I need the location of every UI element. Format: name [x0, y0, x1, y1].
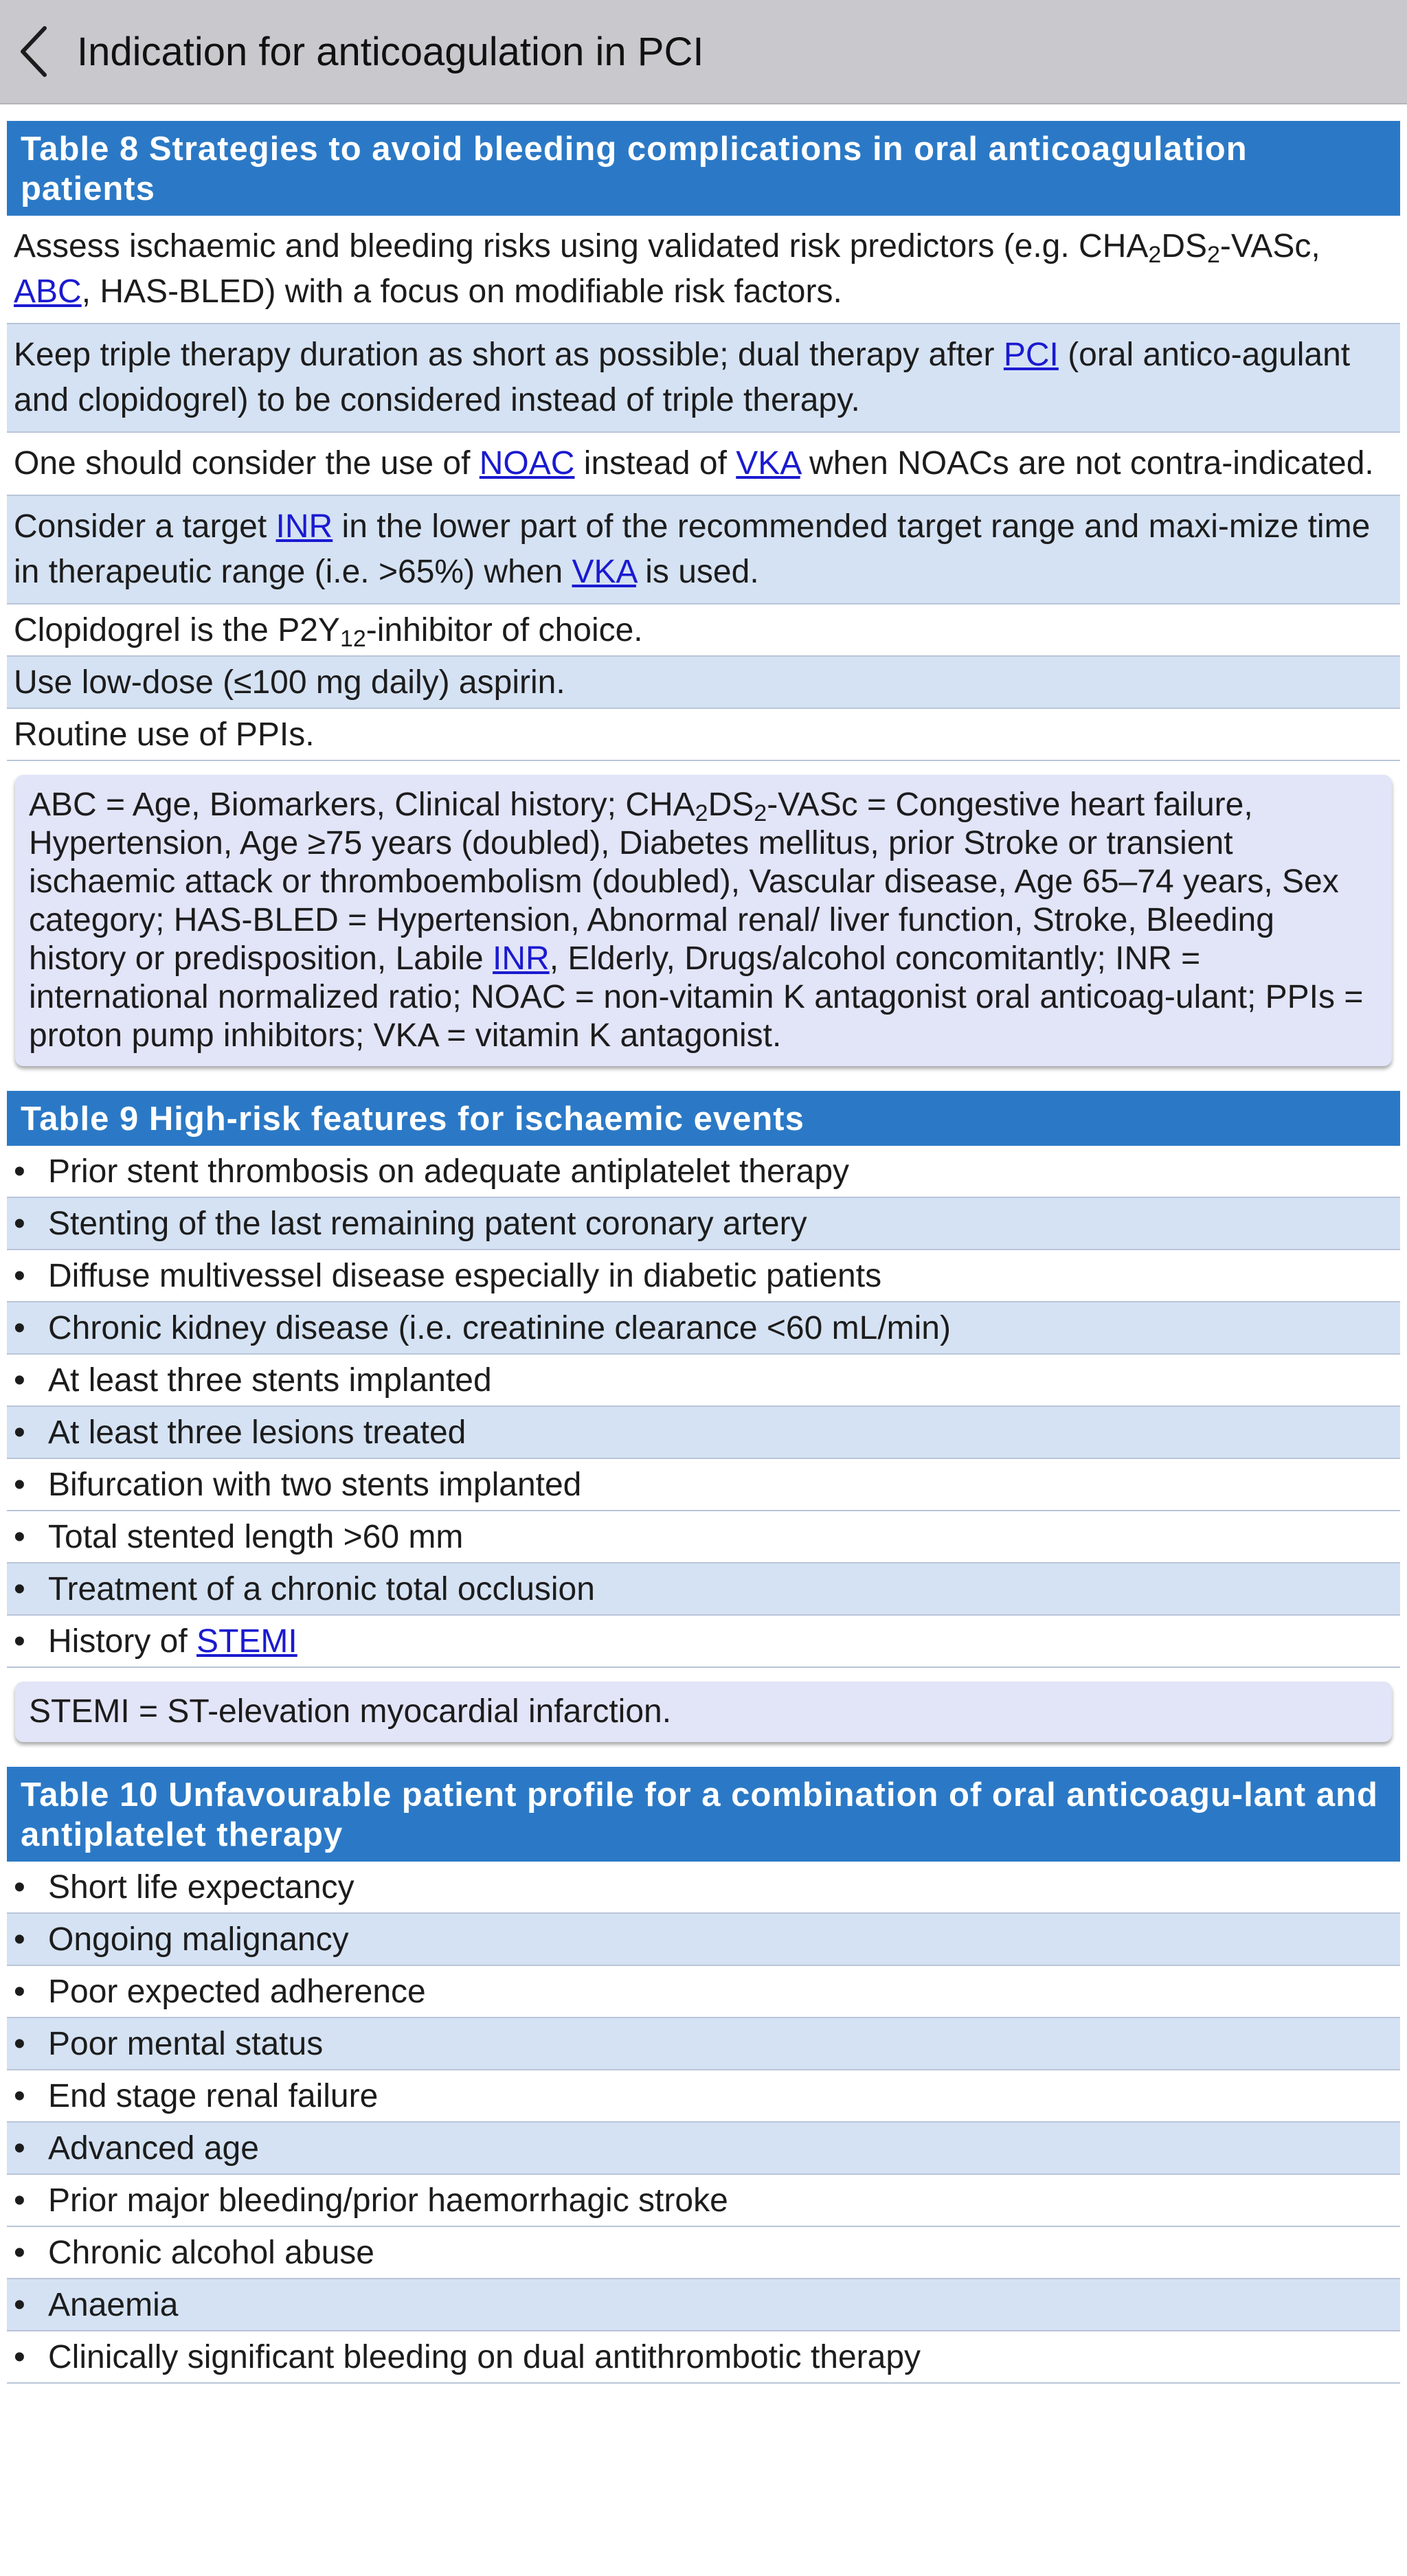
bullet: • [14, 2130, 25, 2167]
bullet: • [14, 1258, 25, 1294]
row-text: Prior major bleeding/prior haemorrhagic stroke [48, 2182, 728, 2219]
table10-row [7, 2279, 1400, 2331]
subscript: 2 [1148, 242, 1162, 268]
row-text: , HAS-BLED) with a focus on modifiable risk factors. [81, 273, 842, 310]
table9-row [7, 1616, 1400, 1668]
bullet: • [14, 1974, 25, 2010]
bullet: • [14, 2026, 25, 2062]
table10-row [7, 1914, 1400, 1966]
navigation-bar [0, 0, 1407, 104]
table9-row [7, 1407, 1400, 1459]
row-text: At least three lesions treated [48, 1414, 466, 1451]
subscript: 12 [339, 626, 366, 652]
row-text: Ongoing malignancy [48, 1921, 349, 1958]
row-text: Routine use of PPIs. [14, 716, 315, 753]
abc-link[interactable]: ABC [14, 273, 82, 310]
row-text: At least three stents implanted [48, 1362, 492, 1399]
table9-row [7, 1563, 1400, 1616]
table10-row [7, 2123, 1400, 2175]
page-title: Indication for anticoagulation in PCI [77, 29, 704, 74]
row-text: instead of [574, 445, 736, 482]
bullet: • [14, 1519, 25, 1555]
footnote-text: , Elderly, Drugs/alcohol concomitantly; INR = international normalized ratio; NOAC = non-vitamin K antagonist oral anticoag-ulant; PPIs = proton pump inhibitors; VKA = vitamin K antagonist. [29, 940, 1364, 1054]
row-text: Short life expectancy [48, 1869, 354, 1906]
row-text: History of [48, 1623, 197, 1660]
bullet: • [14, 2235, 25, 2271]
table9-row [7, 1146, 1400, 1198]
stemi-link[interactable]: STEMI [196, 1623, 297, 1660]
row-text: Advanced age [48, 2130, 259, 2167]
row-text: Assess ischaemic and bleeding risks using validated risk predictors (e.g. CHA [14, 228, 1149, 264]
vka-link[interactable]: VKA [736, 445, 800, 482]
bullet: • [14, 2287, 25, 2323]
bullet: • [14, 1153, 25, 1190]
row-text: Consider a target [14, 508, 276, 545]
row-text: One should consider the use of [14, 445, 480, 482]
footnote-text: -VASc = Congestive heart failure, Hypertension, Age ≥75 years (doubled), Diabetes mellitus, prior Stroke or transient ischaemic attack or thromboembolism (doubled), Vascular disease, Age 65–74 years, Sex category; HAS-BLED = Hypertension, Abnormal renal/ liver function, Stroke, Bleeding history or predisposition, Labile [29, 787, 1339, 977]
subscript: 2 [695, 800, 708, 826]
chevron-left-icon [17, 24, 52, 79]
row-text: Chronic kidney disease (i.e. creatinine clearance <60 mL/min) [48, 1310, 951, 1346]
row-text: in the lower part of the recommended target range and maxi-mize time in therapeutic range (i.e. >65%) when [14, 508, 1371, 590]
vka-link[interactable]: VKA [572, 554, 636, 590]
bullet: • [14, 1921, 25, 1958]
row-text: Use low-dose (≤100 mg daily) aspirin. [14, 664, 565, 701]
subscript: 2 [1207, 242, 1220, 268]
table9-footnote: STEMI = ST-elevation myocardial infarction. [15, 1682, 1392, 1742]
inr-link[interactable]: INR [493, 940, 550, 977]
table10-row [7, 2070, 1400, 2123]
table8-footnote [15, 775, 1392, 1066]
table8-row-4 [7, 496, 1400, 605]
table9-row [7, 1302, 1400, 1355]
back-button[interactable] [0, 0, 69, 103]
row-text: DS [1161, 228, 1207, 264]
table10-row [7, 2331, 1400, 2384]
table9-title: Table 9 High-risk features for ischaemic events [7, 1091, 1400, 1146]
table8-row-6 [7, 657, 1400, 709]
row-text: Prior stent thrombosis on adequate antiplatelet therapy [48, 1153, 850, 1190]
table10-row [7, 1966, 1400, 2018]
table8-row-5 [7, 605, 1400, 657]
row-text: Chronic alcohol abuse [48, 2235, 374, 2271]
bullet: • [14, 1869, 25, 1906]
table9-row [7, 1198, 1400, 1250]
table8-row-3 [7, 433, 1400, 496]
table8-row-1 [7, 216, 1400, 324]
row-text: End stage renal failure [48, 2078, 379, 2114]
noac-link[interactable]: NOAC [479, 445, 575, 482]
row-text: (oral antico-agulant and clopidogrel) to be considered instead of triple therapy. [14, 337, 1351, 418]
table9-row [7, 1250, 1400, 1302]
bullet: • [14, 2182, 25, 2219]
row-text: Diffuse multivessel disease especially in diabetic patients [48, 1258, 882, 1294]
subscript: 2 [754, 800, 767, 826]
table10-row [7, 1862, 1400, 1914]
footnote-text: ABC = Age, Biomarkers, Clinical history; CHA [29, 787, 695, 823]
table8-row-7 [7, 709, 1400, 761]
content-scroll-area[interactable] [0, 104, 1407, 2384]
table9-row [7, 1355, 1400, 1407]
table10-row [7, 2175, 1400, 2227]
row-text: -VASc, [1219, 228, 1320, 264]
row-text: Bifurcation with two stents implanted [48, 1467, 582, 1503]
table8-title: Table 8 Strategies to avoid bleeding complications in oral anticoagulation patients [7, 121, 1400, 216]
row-text: when NOACs are not contra-indicated. [800, 445, 1374, 482]
bullet: • [14, 1414, 25, 1451]
row-text: Anaemia [48, 2287, 179, 2323]
bullet: • [14, 1623, 25, 1660]
bullet: • [14, 1310, 25, 1346]
bullet: • [14, 1467, 25, 1503]
row-text: Treatment of a chronic total occlusion [48, 1571, 595, 1607]
row-text: Poor mental status [48, 2026, 324, 2062]
row-text: -inhibitor of choice. [365, 612, 643, 648]
row-text: Poor expected adherence [48, 1974, 426, 2010]
table9-row [7, 1459, 1400, 1511]
bullet: • [14, 1362, 25, 1399]
table9-row [7, 1511, 1400, 1563]
table8-row-2 [7, 324, 1400, 433]
bullet: • [14, 2339, 25, 2375]
bullet: • [14, 1206, 25, 1242]
row-text: Clinically significant bleeding on dual antithrombotic therapy [48, 2339, 921, 2375]
row-text: Clopidogrel is the P2Y [14, 612, 340, 648]
footnote-text: DS [708, 787, 754, 823]
row-text: Keep triple therapy duration as short as possible; dual therapy after [14, 337, 1004, 373]
bullet: • [14, 2078, 25, 2114]
inr-link[interactable]: INR [275, 508, 333, 545]
table10-title: Table 10 Unfavourable patient profile for a combination of oral anticoagu-lant and antiplatelet therapy [7, 1767, 1400, 1862]
row-text: is used. [635, 554, 759, 590]
bullet: • [14, 1571, 25, 1607]
table10-row [7, 2018, 1400, 2070]
row-text: Stenting of the last remaining patent coronary artery [48, 1206, 807, 1242]
row-text: Total stented length >60 mm [48, 1519, 464, 1555]
table10-row [7, 2227, 1400, 2279]
pci-link[interactable]: PCI [1003, 337, 1059, 373]
